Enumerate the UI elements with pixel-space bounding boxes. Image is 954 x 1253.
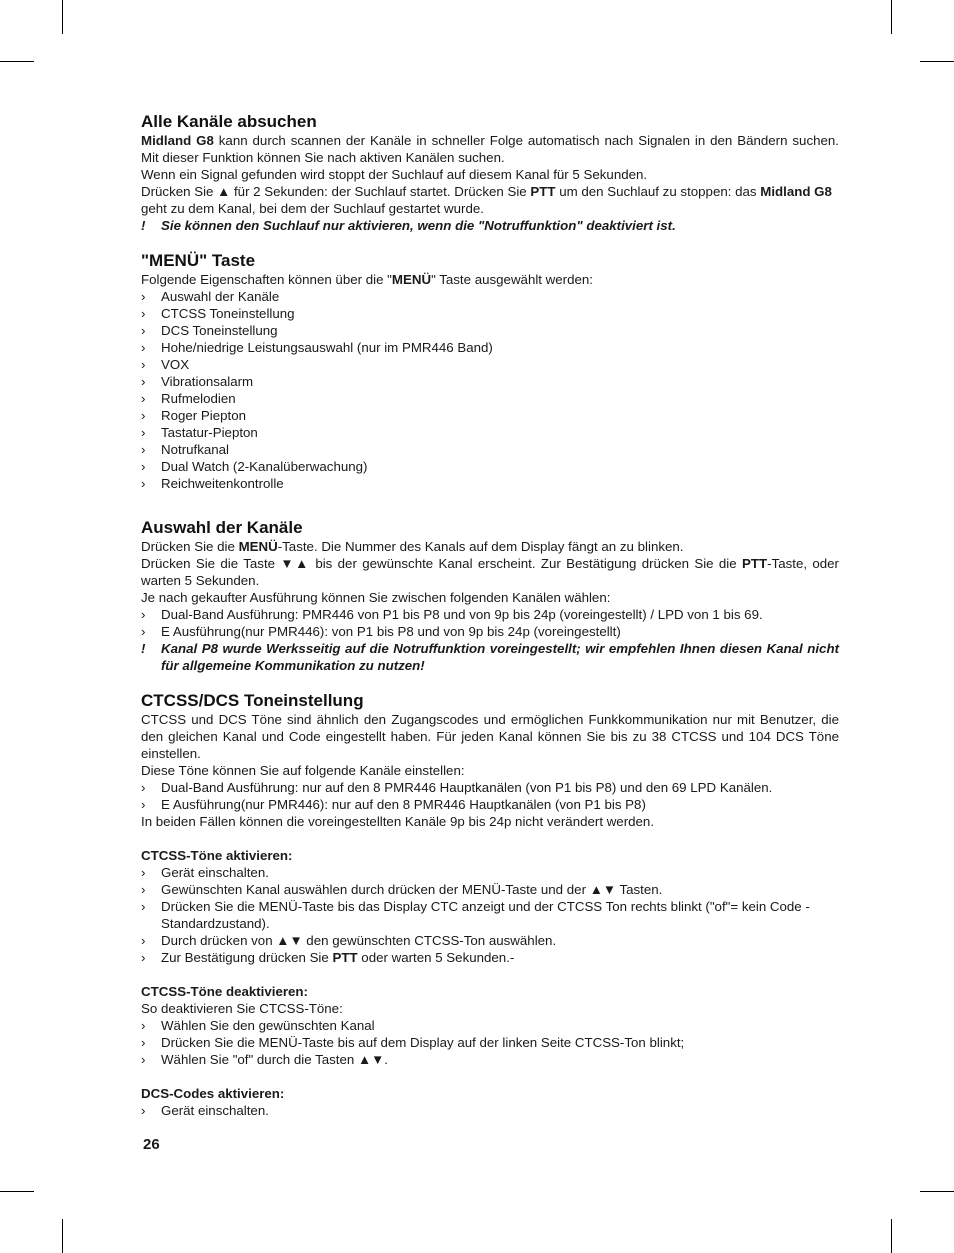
section-title-scan: Alle Kanäle absuchen bbox=[141, 112, 317, 131]
scan-paragraph-2: Wenn ein Signal gefunden wird stoppt der Suchlauf auf diesem Kanal für 5 Sekunden. bbox=[141, 167, 648, 182]
list-item: › Wählen Sie den gewünschten Kanal bbox=[141, 1017, 839, 1034]
list-item: › Zur Bestätigung drücken Sie PTT oder warten 5 Sekunden.- bbox=[141, 949, 839, 966]
dcs-activate-list bbox=[141, 1102, 839, 1119]
list-item: › Gerät einschalten. bbox=[141, 1102, 839, 1119]
list-item: › Roger Piepton bbox=[141, 407, 839, 424]
section-title-menu: "MENÜ" Taste bbox=[141, 251, 256, 270]
crop-mark bbox=[0, 1191, 34, 1192]
channels-warning: ! Kanal P8 wurde Werksseitig auf die Notruffunktion voreingestellt; wir empfehlen Ihnen diesen Kanal nicht für allgemeine Kommunikation zu nutzen! bbox=[141, 641, 839, 673]
crop-mark bbox=[0, 61, 34, 62]
list-item: › Reichweitenkontrolle bbox=[141, 475, 839, 492]
crop-mark bbox=[891, 0, 892, 34]
scan-paragraph-3: Drücken Sie ▲ für 2 Sekunden: der Suchlauf startet. Drücken Sie PTT um den Suchlauf zu stoppen: das Midland G8 geht zu dem Kanal, bei dem der Suchlauf gestartet wurde. bbox=[141, 184, 832, 216]
page-number: 26 bbox=[143, 1136, 160, 1153]
page-content bbox=[141, 112, 839, 1119]
list-item: › Durch drücken von ▲▼ den gewünschten CTCSS-Ton auswählen. bbox=[141, 932, 839, 949]
crop-mark bbox=[62, 1219, 63, 1253]
list-item: › Auswahl der Kanäle bbox=[141, 288, 839, 305]
scan-warning: ! Sie können den Suchlauf nur aktivieren, wenn die "Notruffunktion" deaktiviert ist. bbox=[141, 218, 676, 233]
list-item: › VOX bbox=[141, 356, 839, 373]
list-item: › E Ausführung(nur PMR446): nur auf den 8 PMR446 Hauptkanälen (von P1 bis P8) bbox=[141, 796, 839, 813]
crop-mark bbox=[920, 1191, 954, 1192]
list-item: › Notrufkanal bbox=[141, 441, 839, 458]
list-item: › Hohe/niedrige Leistungsauswahl (nur im PMR446 Band) bbox=[141, 339, 839, 356]
list-item: › E Ausführung(nur PMR446): von P1 bis P8 und von 9p bis 24p (voreingestellt) bbox=[141, 623, 839, 640]
crop-mark bbox=[62, 0, 63, 34]
ctcss-paragraph-1: CTCSS und DCS Töne sind ähnlich den Zugangscodes und ermöglichen Funkkommunikation nur mit Benutzer, die den gleichen Kanal und Code eingestellt haben. Für jeden Kanal können Sie bis zu 38 CTCSS und 104 DCS Töne einstellen. bbox=[141, 712, 839, 761]
list-item: › Drücken Sie die MENÜ-Taste bis das Display CTC anzeigt und der CTCSS Ton rechts blinkt ("of"= kein Code - Standardzustand). bbox=[141, 898, 839, 932]
section-title-ctcss: CTCSS/DCS Toneinstellung bbox=[141, 691, 364, 710]
list-item: › Dual Watch (2-Kanalüberwachung) bbox=[141, 458, 839, 475]
ctcss-activate-list bbox=[141, 864, 839, 966]
subheading-ctcss-deactivate: CTCSS-Töne deaktivieren: bbox=[141, 984, 308, 999]
ctcss-deactivate-intro: So deaktivieren Sie CTCSS-Töne: bbox=[141, 1001, 343, 1016]
ctcss-paragraph-3: In beiden Fällen können die voreingestellten Kanäle 9p bis 24p nicht verändert werden. bbox=[141, 814, 655, 829]
list-item: › CTCSS Toneinstellung bbox=[141, 305, 839, 322]
list-item: › DCS Toneinstellung bbox=[141, 322, 839, 339]
ctcss-paragraph-2: Diese Töne können Sie auf folgende Kanäle einstellen: bbox=[141, 763, 465, 778]
list-item: › Drücken Sie die MENÜ-Taste bis auf dem Display auf der linken Seite CTCSS-Ton blinkt; bbox=[141, 1034, 839, 1051]
list-item: › Tastatur-Piepton bbox=[141, 424, 839, 441]
list-item: › Vibrationsalarm bbox=[141, 373, 839, 390]
list-item: › Gerät einschalten. bbox=[141, 864, 839, 881]
channels-paragraph-3: Je nach gekaufter Ausführung können Sie zwischen folgenden Kanälen wählen: bbox=[141, 590, 611, 605]
list-item: › Wählen Sie "of" durch die Tasten ▲▼. bbox=[141, 1051, 839, 1068]
crop-mark bbox=[920, 61, 954, 62]
channels-paragraph-1: Drücken Sie die MENÜ-Taste. Die Nummer des Kanals auf dem Display fängt an zu blinken. bbox=[141, 539, 684, 554]
ctcss-deactivate-list bbox=[141, 1017, 839, 1068]
menu-intro: Folgende Eigenschaften können über die "MENÜ" Taste ausgewählt werden: bbox=[141, 272, 593, 287]
ctcss-list bbox=[141, 779, 839, 813]
menu-list bbox=[141, 288, 839, 492]
scan-paragraph-1: Midland G8 kann durch scannen der Kanäle in schneller Folge automatisch nach Signalen in den Bändern suchen. Mit dieser Funktion können Sie nach aktiven Kanälen suchen. bbox=[141, 133, 839, 165]
list-item: › Rufmelodien bbox=[141, 390, 839, 407]
list-item: › Dual-Band Ausführung: PMR446 von P1 bis P8 und von 9p bis 24p (voreingestellt) / LPD von 1 bis 69. bbox=[141, 606, 839, 623]
crop-mark bbox=[891, 1219, 892, 1253]
list-item: › Gewünschten Kanal auswählen durch drücken der MENÜ-Taste und der ▲▼ Tasten. bbox=[141, 881, 839, 898]
section-title-channels: Auswahl der Kanäle bbox=[141, 518, 303, 537]
channels-list bbox=[141, 606, 839, 640]
subheading-ctcss-activate: CTCSS-Töne aktivieren: bbox=[141, 848, 293, 863]
list-item: › Dual-Band Ausführung: nur auf den 8 PMR446 Hauptkanälen (von P1 bis P8) und den 69 LPD Kanälen. bbox=[141, 779, 839, 796]
subheading-dcs-activate: DCS-Codes aktivieren: bbox=[141, 1086, 285, 1101]
channels-paragraph-2: Drücken Sie die Taste ▼▲ bis der gewünschte Kanal erscheint. Zur Bestätigung drücken Sie die PTT-Taste, oder warten 5 Sekunden. bbox=[141, 556, 839, 588]
